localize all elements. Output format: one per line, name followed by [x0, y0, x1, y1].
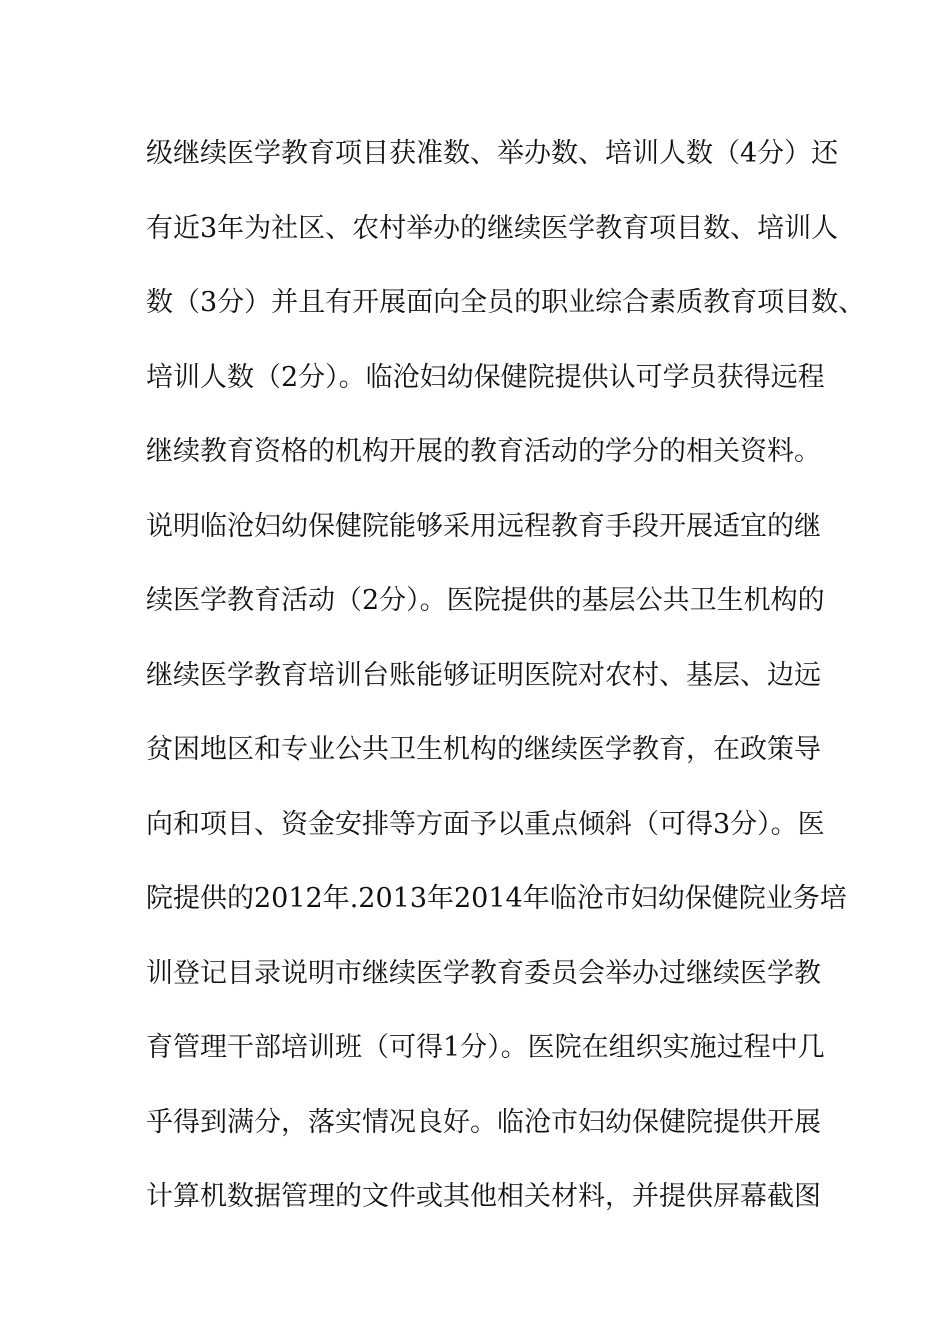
text-line-2: 有近3年为社区、农村举办的继续医学教育项目数、培训人 — [146, 212, 839, 244]
text-line-3: 数（3分）并且有开展面向全员的职业综合素质教育项目数、 — [146, 287, 866, 318]
text-line-6: 说明临沧妇幼保健院能够采用远程教育手段开展适宜的继 — [146, 510, 821, 542]
body-text — [146, 130, 866, 1248]
text-line-14: 乎得到满分，落实情况良好。临沧市妇幼保健院提供开展 — [146, 1106, 821, 1138]
text-line-12: 训登记目录说明市继续医学教育委员会举办过继续医学教 — [146, 957, 821, 989]
text-line-8: 继续医学教育培训台账能够证明医院对农村、基层、边远 — [146, 659, 821, 691]
text-line-10: 向和项目、资金安排等方面予以重点倾斜（可得3分）。医 — [146, 808, 825, 840]
text-line-5: 继续教育资格的机构开展的教育活动的学分的相关资料。 — [146, 436, 821, 467]
text-line-7: 续医学教育活动（2分）。医院提供的基层公共卫生机构的 — [146, 585, 825, 616]
text-line-13: 育管理干部培训班（可得1分）。医院在组织实施过程中几 — [146, 1032, 825, 1063]
text-line-15: 计算机数据管理的文件或其他相关材料，并提供屏幕截图 — [146, 1181, 821, 1212]
text-line-9: 贫困地区和专业公共卫生机构的继续医学教育，在政策导 — [146, 734, 821, 765]
text-line-11: 院提供的2012年.2013年2014年临沧市妇幼保健院业务培 — [146, 883, 847, 914]
text-line-1: 级继续医学教育项目获准数、举办数、培训人数（4分）还 — [146, 138, 839, 169]
text-line-4: 培训人数（2分）。临沧妇幼保健院提供认可学员获得远程 — [146, 361, 825, 393]
